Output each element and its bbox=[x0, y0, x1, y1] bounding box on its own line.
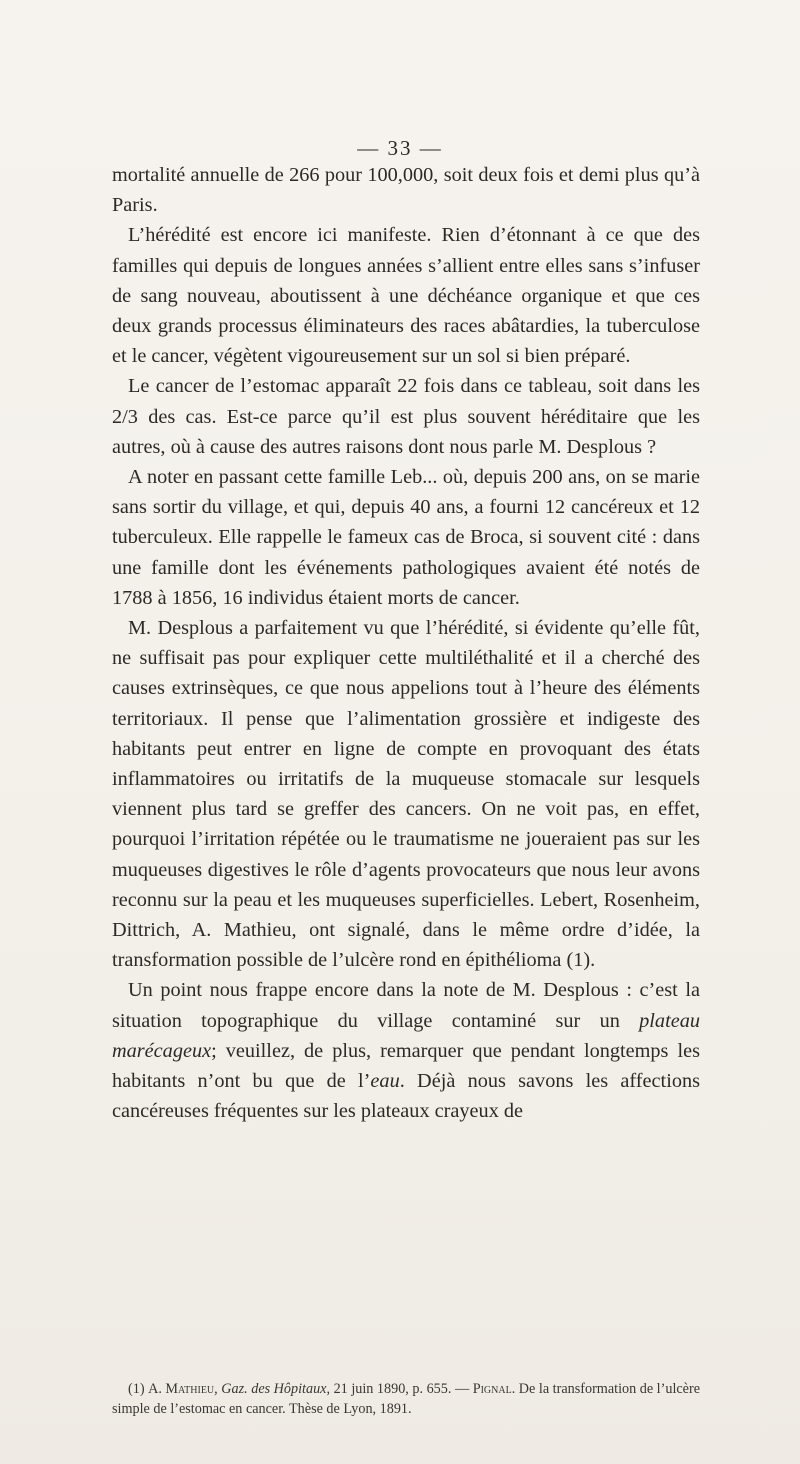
footnote-reference-1: , 21 juin 1890, p. 655. — bbox=[326, 1381, 473, 1397]
paragraph-2: L’hérédité est encore ici manifeste. Rien d’étonnant à ce que des familles qui depuis de longues années s’allient entre elles sans s’infuser de sang nouveau, aboutissent à une déchéance organique et que ces deux grands processus éliminateurs des races abâtardies, la tuberculose et le cancer, végètent vigoureusement sur un sol si bien préparé. bbox=[112, 224, 700, 368]
footnote-reference-2: . De la transformation de l’ulcère simple de l’estomac en cancer. Thèse de Lyon, 1891. bbox=[112, 1381, 701, 1417]
page-number: — 33 — bbox=[357, 136, 443, 160]
paragraph-6 bbox=[112, 975, 700, 1126]
footnote-journal: Gaz. des Hôpitaux bbox=[221, 1381, 327, 1397]
emphasis-plateau-marecageux: plateau marécageux bbox=[112, 1009, 700, 1062]
footnote-separator: , bbox=[214, 1381, 222, 1397]
paragraph-1: mortalité annuelle de 266 pour 100,000, soit deux fois et demi plus qu’à Paris. bbox=[112, 164, 700, 217]
footnote-1 bbox=[112, 1380, 700, 1419]
paragraph-6-part-a: Un point nous frappe encore dans la note de M. Desplous : c’est la situation topographique du village contaminé sur un bbox=[112, 979, 700, 1032]
emphasis-eau: eau bbox=[370, 1070, 400, 1093]
footnote-marker: (1) bbox=[128, 1381, 149, 1397]
footnotes bbox=[112, 1380, 700, 1419]
footnote-author-pignal: Pignal bbox=[472, 1381, 512, 1397]
paragraph-5: M. Desplous a parfaitement vu que l’hérédité, si évidente qu’elle fût, ne suffisait pas pour expliquer cette multiléthalité et il a cherché des causes extrinsèques, ce que nous appelions tout à l’heure des éléments territoriaux. Il pense que l’alimentation grossière et indigeste des habitants peut entrer en ligne de compte en provoquant des états inflammatoires ou irritatifs de la muqueuse stomacale sur lesquels viennent plus tard se greffer des cancers. On ne voit pas, en effet, pourquoi l’irritation répétée ou le traumatisme ne joueraient pas sur les muqueuses digestives le rôle d’agents provocateurs que nous leur avons reconnu sur la peau et les muqueuses superficielles. Lebert, Rosenheim, Dittrich, A. Mathieu, ont signalé, dans le même ordre d’idée, la transformation possible de l’ulcère rond en épithélioma (1). bbox=[112, 617, 700, 972]
paragraph-6-part-b: ; veuillez, de plus, remarquer que pendant longtemps les habitants n’ont bu que de l’ bbox=[112, 1039, 700, 1093]
paragraph-4: A noter en passant cette famille Leb... où, depuis 200 ans, on se marie sans sortir du village, et qui, depuis 40 ans, a fourni 12 cancéreux et 12 tuberculeux. Elle rappelle le fameux cas de Broca, si souvent cité : dans une famille dont les événements pathologiques avaient été notés de 1788 à 1856, 16 individus étaient morts de cancer. bbox=[112, 466, 700, 609]
paragraph-6-part-c: . Déjà nous savons les affections cancéreuses fréquentes sur les plateaux crayeux de bbox=[112, 1070, 700, 1123]
paragraph-3: Le cancer de l’estomac apparaît 22 fois dans ce tableau, soit dans les 2/3 des cas. Est-ce parce qu’il est plus souvent héréditaire que les autres, où à cause des autres raisons dont nous parle M. Desplous ? bbox=[112, 375, 700, 458]
footnote-author-mathieu: A. Mathieu bbox=[148, 1381, 215, 1397]
body-text bbox=[112, 160, 700, 1127]
